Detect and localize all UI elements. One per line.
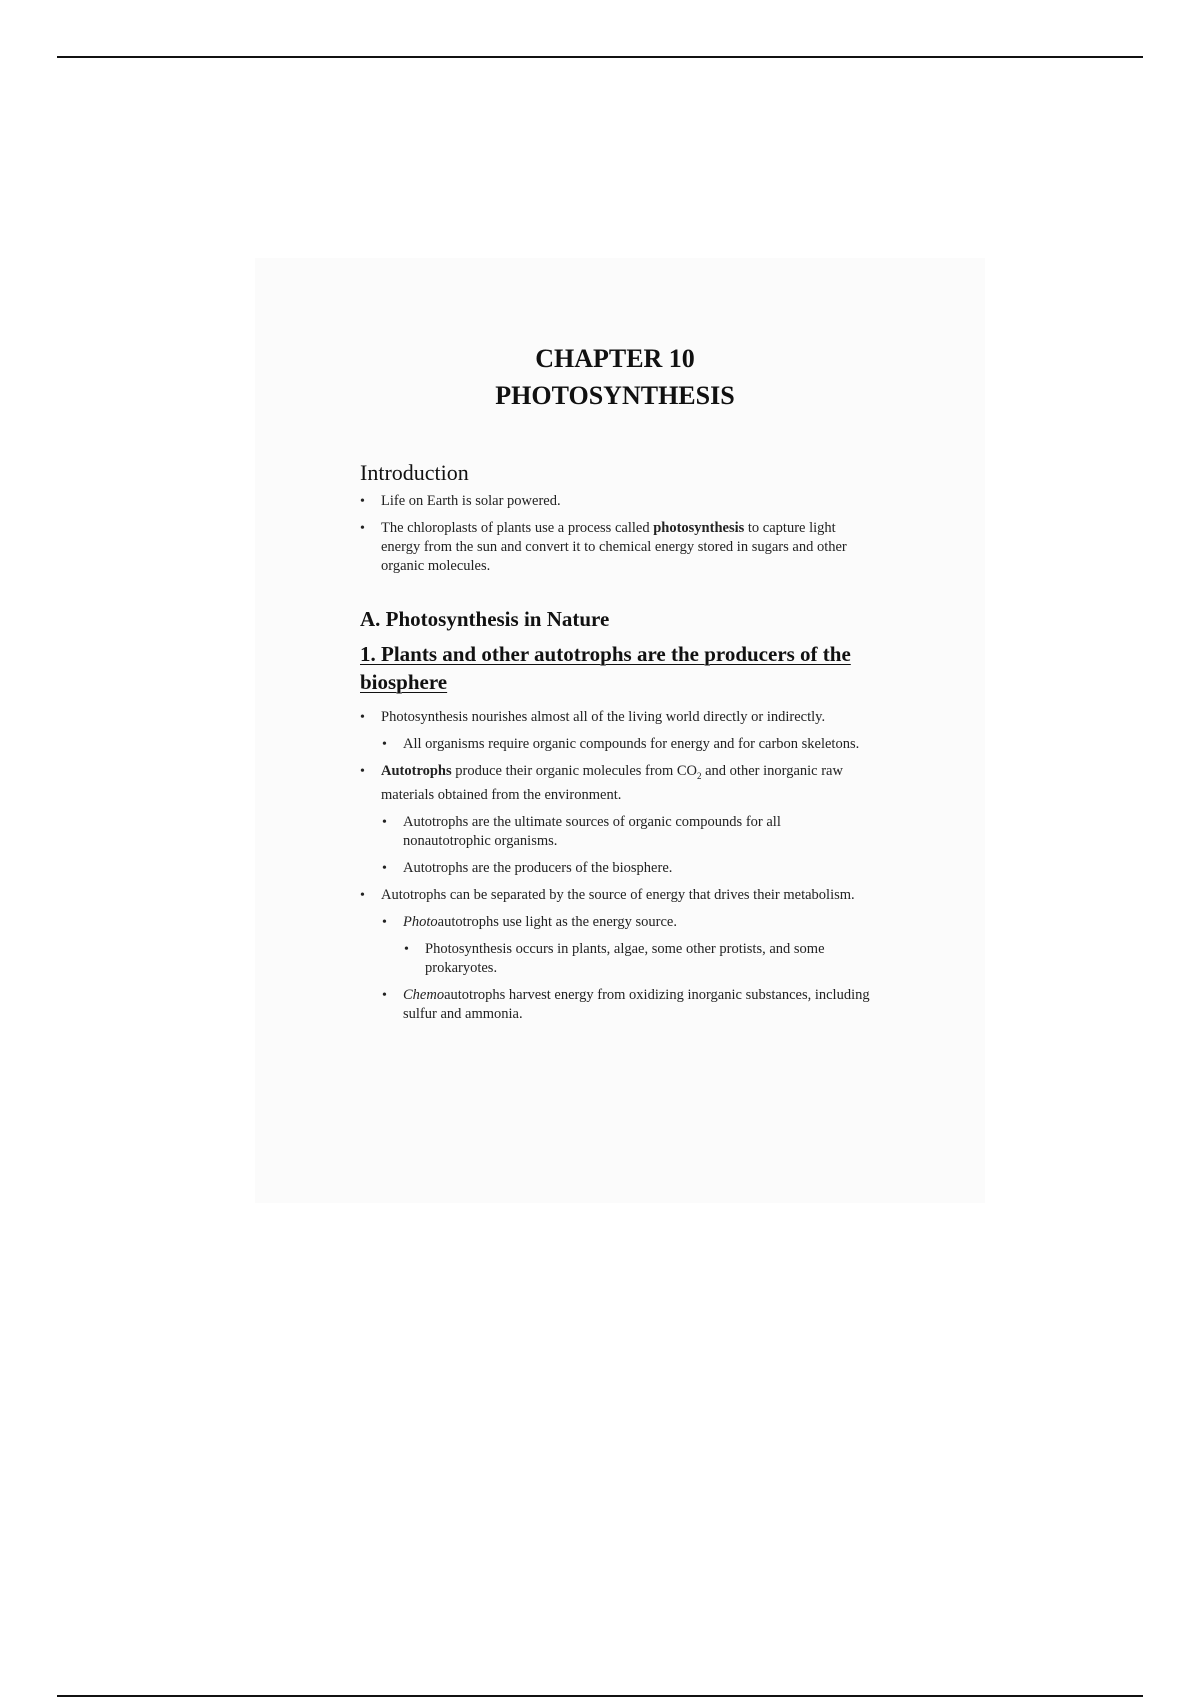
bullet-text: Autotrophs are the producers of the biosphere.	[403, 859, 673, 876]
term-chemo: Chemo	[403, 986, 445, 1003]
bullet-text: Autotrophs can be separated by the source of energy that drives their metabolism.	[381, 886, 855, 903]
bullet-text: Life on Earth is solar powered.	[381, 493, 561, 509]
list-item	[360, 708, 870, 727]
bullet-text: produce their organic molecules from CO	[451, 763, 697, 779]
subsection-heading	[360, 640, 870, 696]
section-list	[360, 708, 870, 1024]
section-heading: A. Photosynthesis in Nature	[360, 607, 610, 631]
chapter-number: CHAPTER 10	[535, 344, 695, 373]
page-content	[360, 340, 870, 1032]
introduction-heading: Introduction	[360, 460, 469, 485]
chapter-title	[360, 340, 870, 414]
list-item	[360, 913, 870, 932]
subscript: 2	[697, 770, 702, 781]
bullet-text: and other inorganic raw materials obtained from the environment.	[381, 763, 843, 803]
bullet-text: autotrophs harvest energy from oxidizing inorganic substances, including sulfur and ammonia.	[403, 986, 870, 1022]
bullet-text: to capture light energy from the sun and convert it to chemical energy stored in sugars and other organic molecules.	[381, 520, 847, 574]
list-item	[360, 813, 870, 851]
bullet-text: autotrophs use light as the energy source.	[437, 913, 677, 930]
bullet-text: Photosynthesis nourishes almost all of the living world directly or indirectly.	[381, 709, 826, 725]
list-item	[360, 940, 870, 978]
term-photosynthesis: photosynthesis	[653, 520, 745, 536]
bottom-divider	[57, 1695, 1143, 1697]
introduction-list	[360, 492, 870, 576]
list-item	[360, 492, 870, 511]
subsection-heading-text: 1. Plants and other autotrophs are the producers of the biosphere	[360, 642, 851, 694]
chapter-name: PHOTOSYNTHESIS	[495, 381, 735, 410]
list-item	[360, 986, 870, 1024]
term-photo: Photo	[403, 913, 438, 930]
bullet-text: All organisms require organic compounds for energy and for carbon skeletons.	[403, 736, 860, 752]
list-item	[360, 762, 870, 805]
list-item	[360, 886, 870, 905]
bullet-text: Photosynthesis occurs in plants, algae, some other protists, and some prokaryotes.	[425, 940, 825, 976]
list-item	[360, 519, 870, 576]
bullet-text: Autotrophs are the ultimate sources of organic compounds for all nonautotrophic organisms.	[403, 813, 781, 849]
bullet-text: The chloroplasts of plants use a process called	[381, 520, 654, 536]
term-autotrophs: Autotrophs	[381, 763, 452, 779]
list-item	[360, 735, 870, 754]
top-divider	[57, 56, 1143, 58]
list-item	[360, 859, 870, 878]
